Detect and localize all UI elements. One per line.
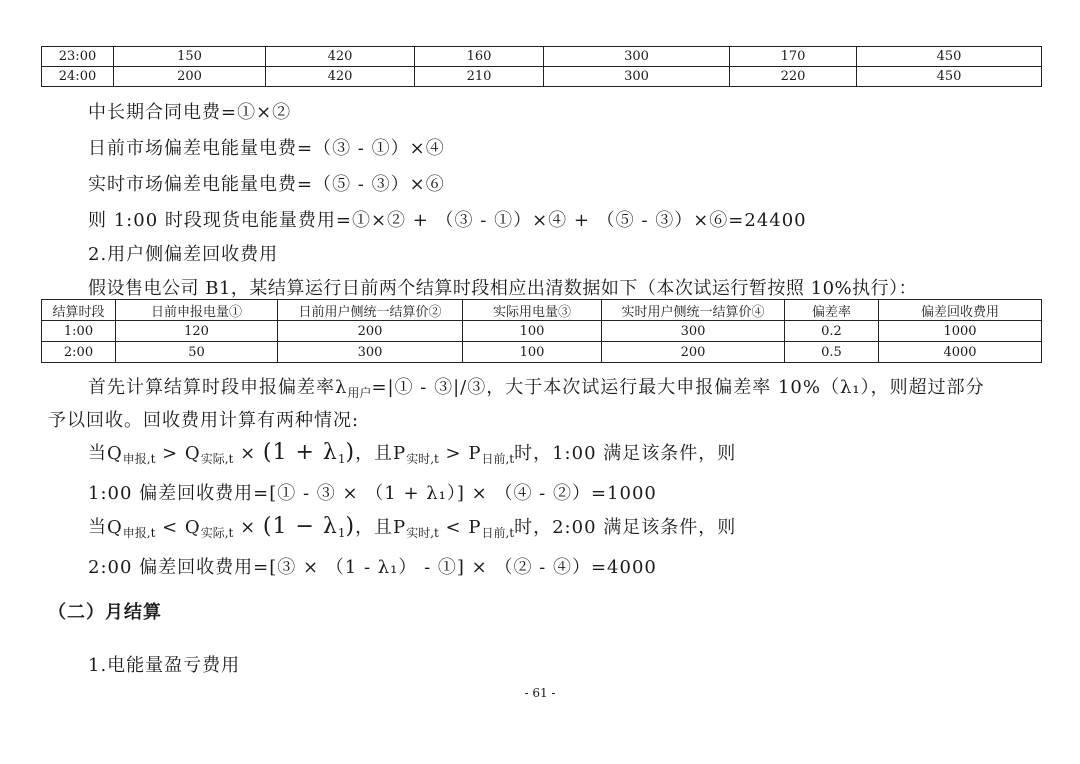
section-heading-monthly: （二）月结算: [48, 602, 162, 623]
table-cell: 300: [544, 47, 730, 67]
formula-text: ): [345, 514, 356, 539]
table-cell: 450: [857, 67, 1042, 87]
subscript: 1: [337, 452, 346, 466]
formula-text: > Q: [155, 443, 201, 464]
formula-dayahead-deviation: 日前市场偏差电能量电费=（③ - ①）×④: [88, 138, 445, 159]
formula-contract-fee: 中长期合同电费=①×②: [88, 102, 292, 123]
table-cell: 200: [602, 342, 785, 363]
formula-text: 时，1:00 满足该条件，则: [514, 443, 737, 464]
condition-2: [88, 513, 736, 541]
table-cell: 200: [278, 321, 463, 342]
table-row: [42, 342, 1042, 363]
table-cell: 170: [730, 47, 857, 67]
formula-text: (1 − λ: [262, 514, 338, 539]
table-cell: 50: [116, 342, 278, 363]
table-continued: [41, 46, 1042, 87]
calculation-1: 1:00 偏差回收费用=[① - ③ × （1 + λ₁）] × （④ - ②）=1000: [88, 483, 657, 504]
formula-text: ，且P: [355, 517, 407, 538]
table-cell: 0.5: [785, 342, 879, 363]
table-cell: 100: [463, 342, 602, 363]
formula-text: 当Q: [88, 517, 123, 538]
column-header: 偏差回收费用: [879, 300, 1042, 321]
table-cell: 420: [266, 67, 415, 87]
formula-realtime-deviation: 实时市场偏差电能量电费=（⑤ - ③）×⑥: [88, 174, 445, 195]
table-cell: 160: [415, 47, 544, 67]
formula-spot-total: 则 1:00 时段现货电能量费用=①×② + （③ - ①）×④ + （⑤ - ③）×⑥=24400: [88, 210, 807, 231]
table-row: [42, 47, 1042, 67]
table-cell: 120: [116, 321, 278, 342]
table-cell: 300: [278, 342, 463, 363]
table-cell: 24:00: [42, 67, 114, 87]
subscript: 日前,t: [481, 526, 515, 540]
table-row: [42, 321, 1042, 342]
table-cell: 200: [114, 67, 266, 87]
formula-text: < Q: [155, 517, 201, 538]
formula-text: (1 + λ: [262, 440, 338, 465]
subscript: 用户: [347, 386, 372, 400]
condition-1: [88, 439, 736, 467]
formula-text: ，且P: [355, 443, 407, 464]
table-cell: 300: [602, 321, 785, 342]
formula-text: 时，2:00 满足该条件，则: [514, 517, 737, 538]
formula-text: 当Q: [88, 443, 123, 464]
paragraph-continued: 予以回收。回收费用计算有两种情况:: [48, 410, 360, 431]
table-cell: 450: [857, 47, 1042, 67]
column-header: 实际用电量③: [463, 300, 602, 321]
subscript: 实际,t: [200, 526, 234, 540]
paragraph-text: =|① - ③|/③，大于本次试运行最大申报偏差率 10%（λ₁），则超过部分: [371, 377, 985, 398]
subscript: 1: [337, 526, 346, 540]
column-header: 实时用户侧统一结算价④: [602, 300, 785, 321]
column-header: 偏差率: [785, 300, 879, 321]
subscript: 实时,t: [406, 452, 439, 466]
subscript: 实际,t: [200, 452, 234, 466]
subscript: 实时,t: [406, 526, 439, 540]
table-row: [42, 67, 1042, 87]
assumption-text: 假设售电公司 B1，某结算运行日前两个结算时段相应出清数据如下（本次试运行暂按照 10%执行）：: [88, 278, 918, 299]
subscript: 日前,t: [481, 452, 515, 466]
table-cell: 300: [544, 67, 730, 87]
settlement-table: [41, 299, 1042, 363]
table-cell: 0.2: [785, 321, 879, 342]
table-cell: 420: [266, 47, 415, 67]
page-number: - 61 -: [524, 686, 556, 700]
table-cell: 100: [463, 321, 602, 342]
table-cell: 210: [415, 67, 544, 87]
formula-text: > P: [438, 443, 482, 464]
table-cell: 4000: [879, 342, 1042, 363]
formula-text: ×: [233, 443, 263, 464]
column-header: 结算时段: [42, 300, 116, 321]
subscript: 申报,t: [122, 452, 156, 466]
formula-text: ): [345, 440, 356, 465]
paragraph-deviation-rate: [88, 373, 985, 401]
table-cell: 1000: [879, 321, 1042, 342]
table-cell: 2:00: [42, 342, 116, 363]
formula-text: ×: [233, 517, 263, 538]
table-cell: 1:00: [42, 321, 116, 342]
table-cell: 23:00: [42, 47, 114, 67]
column-header: 日前用户侧统一结算价②: [278, 300, 463, 321]
subsection-title: 1.电能量盈亏费用: [88, 655, 241, 676]
table-header-row: [42, 300, 1042, 321]
paragraph-text: 首先计算结算时段申报偏差率λ: [88, 377, 348, 398]
section-title: 2.用户侧偏差回收费用: [88, 244, 279, 265]
formula-text: < P: [438, 517, 482, 538]
subscript: 申报,t: [122, 526, 156, 540]
column-header: 日前申报电量①: [116, 300, 278, 321]
table-cell: 220: [730, 67, 857, 87]
calculation-2: 2:00 偏差回收费用=[③ × （1 - λ₁） - ①] × （② - ④）=4000: [88, 557, 657, 578]
table-cell: 150: [114, 47, 266, 67]
